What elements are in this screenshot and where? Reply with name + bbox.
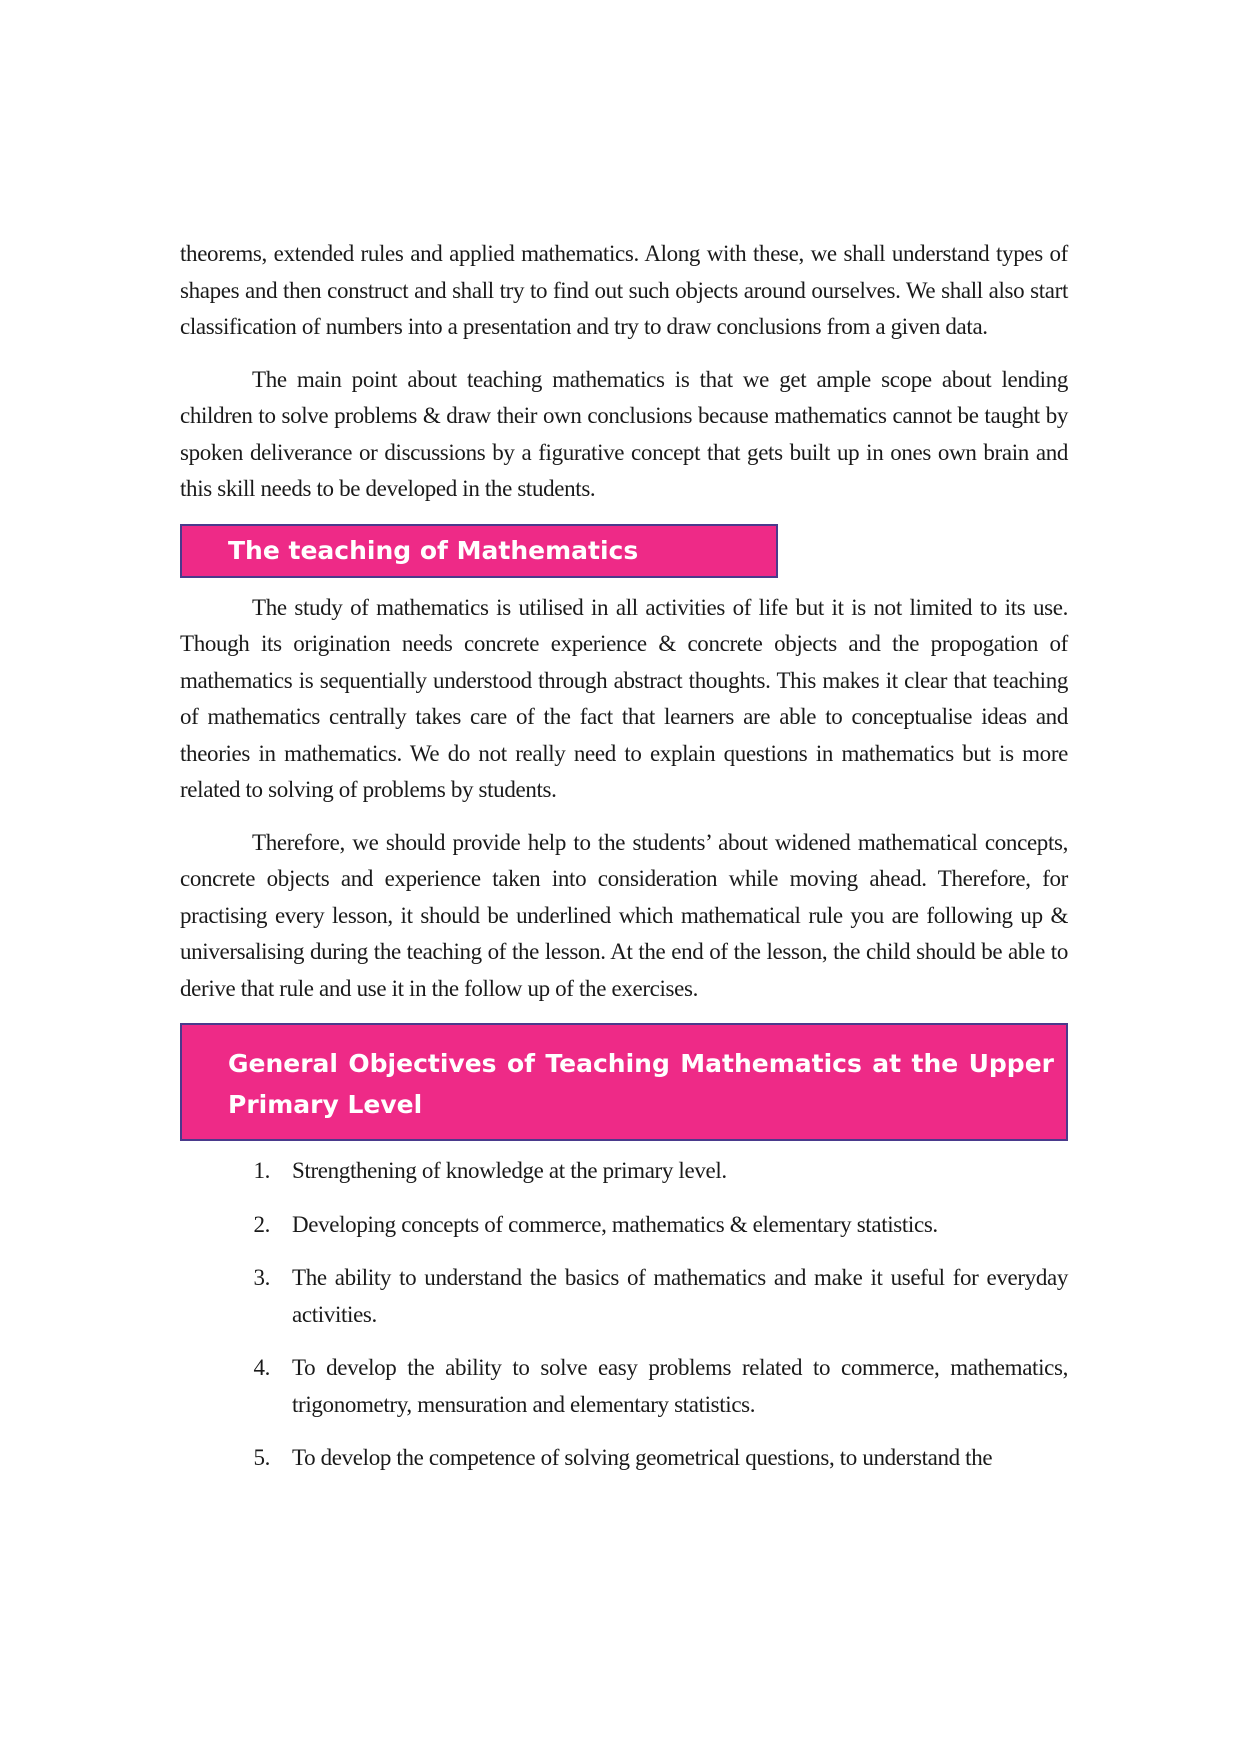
paragraph-therefore: Therefore, we should provide help to the students’ about widened mathematical concepts, concrete objects and experience taken into consideration while moving ahead. Therefore, for practising every lesson, it should be underlined which mathematical rule you are following up & universalising during the teaching of the lesson. At the end of the lesson, the child should be able to derive that rule and use it in the follow up of the exercises. (180, 829, 1068, 1001)
list-item-text: Strengthening of knowledge at the primary level. (292, 1158, 727, 1183)
list-item-number: 4. (253, 1355, 270, 1380)
list-item (180, 1350, 1068, 1423)
list-item-number: 5. (253, 1445, 270, 1470)
paragraph-study-of-mathematics: The study of mathematics is utilised in all activities of life but it is not limited to its use. Though its origination needs concrete experience & concrete objects and the propogation of mathematics is sequentially understood through abstract thoughts. This makes it clear that teaching of mathematics centrally takes care of the fact that learners are able to conceptualise ideas and theories in mathematics. We do not really need to explain questions in mathematics but is more related to solving of problems by students. (180, 594, 1068, 802)
section-heading-teaching: The teaching of Mathematics (180, 524, 778, 578)
objectives-list (180, 1153, 1068, 1477)
list-item (180, 1207, 1068, 1244)
paragraph-theorems: theorems, extended rules and applied mathematics. Along with these, we shall understand types of shapes and then construct and shall try to find out such objects around ourselves. We shall also start classification of numbers into a presentation and try to draw conclusions from a given data. (180, 241, 1068, 339)
list-item (180, 1153, 1068, 1190)
list-item (180, 1260, 1068, 1333)
page-content (180, 236, 1068, 1494)
list-item-number: 1. (253, 1158, 270, 1183)
list-item-number: 3. (253, 1265, 270, 1290)
list-item-number: 2. (253, 1211, 270, 1237)
list-item-text: The ability to understand the basics of mathematics and make it useful for everyday activities. (292, 1265, 1068, 1327)
section-heading-objectives: General Objectives of Teaching Mathematics at the Upper Primary Level (180, 1023, 1068, 1141)
list-item-text: To develop the ability to solve easy problems related to commerce, mathematics, trigonometry, mensuration and elementary statistics. (292, 1355, 1068, 1417)
list-item-text: To develop the competence of solving geometrical questions, to understand the (292, 1445, 993, 1470)
paragraph-main-point: The main point about teaching mathematics is that we get ample scope about lending children to solve problems & draw their own conclusions because mathematics cannot be taught by spoken deliverance or discussions by a figurative concept that gets built up in ones own brain and this skill needs to be developed in the students. (180, 366, 1068, 501)
list-item (180, 1440, 1068, 1477)
list-item-text: Developing concepts of commerce, mathematics & elementary statistics. (292, 1211, 938, 1237)
